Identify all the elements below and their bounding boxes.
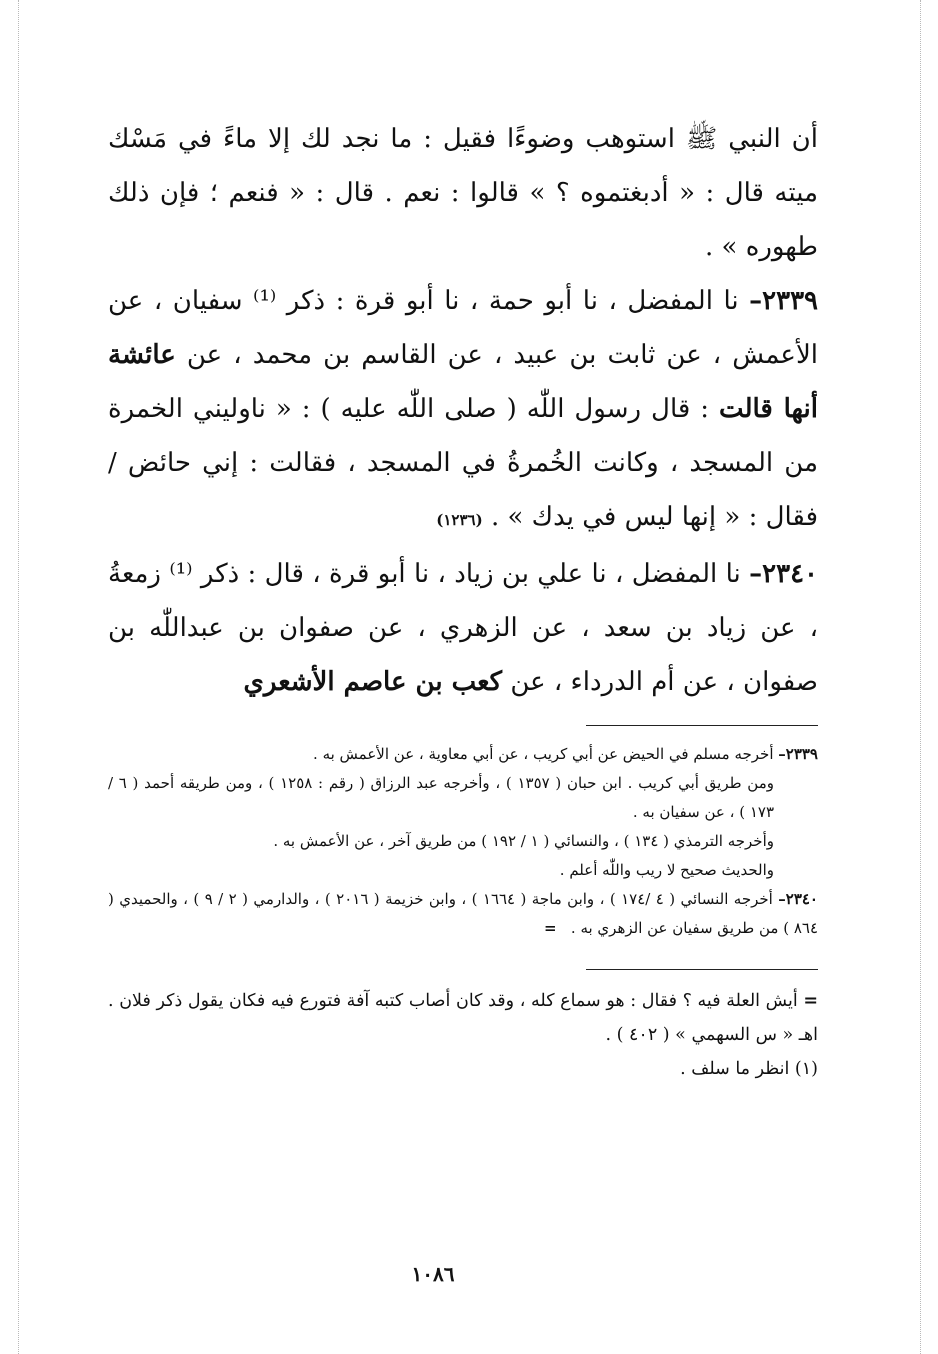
footnote-divider [586,725,818,726]
footnote-number: ٢٣٤٠– [778,890,818,908]
footnote-text: أخرجه مسلم في الحيض عن أبي كريب ، عن أبي معاوية ، عن الأعمش به . [313,745,779,763]
hadith-2340 [108,547,818,709]
continued-note [108,984,818,1052]
continuation-mark: = [544,919,557,937]
hadith-bold-text: كعب بن عاصم الأشعري [243,667,503,697]
hadith-text: نا المفضل ، نا علي بن زياد ، نا أبو قرة ، قال : ذكر ⁽¹⁾ زمعةُ ، عن زياد بن سعد ، عن الزهري ، عن صفوان بن عبداللّٰه بن صفوان ، عن أم الدرداء ، عن [108,559,818,697]
note-text: أيش العلة فيه ؟ فقال : هو سماع كله ، وقد كان أصاب كتبه آفة فتورع فيه فكان يقول ذكر فلان . اهـ « س السهمي » ( ٤٠٢ ) . [108,991,818,1045]
hadith-number: ٢٣٣٩– [749,286,818,316]
hadith-text-cont: : قال رسول اللّٰه ( صلى اللّٰه عليه ) : « ناوليني الخمرة من المسجد ، وكانت الخُمرةُ في المسجد ، فقالت : إني حائض / فقال : « إنها ليس في يدك » . [108,394,818,532]
secondary-notes [108,984,818,1086]
note-1: (١) انظر ما سلف . [680,1059,818,1079]
footnote-line: ومن طريق أبي كريب . ابن حبان ( ١٣٥٧ ) ، وأخرجه عبد الرزاق ( رقم : ١٢٥٨ ) ، ومن طريقه أحمد ( ٦ / ١٧٣ ) ، عن سفيان به . [108,774,774,821]
hadith-2339 [108,274,818,547]
footnote-2339 [108,740,818,769]
paragraph-1: أن النبي ﷺ استوهب وضوءًا فقيل : ما نجد لك إلا ماءً في مَسْك ميته قال : « أدبغتموه ؟ » قالوا : نعم . قال : « فنعم ؛ فإن ذلك طهوره » . [108,124,818,262]
footnote-line: والحديث صحيح لا ريب واللّٰه أعلم . [559,861,774,879]
footnote-2340 [108,885,818,943]
footnotes [108,740,818,943]
margin-note: (١٢٣٦) [436,511,483,529]
hadith-text: نا المفضل ، نا أبو حمة ، نا أبو قرة : ذكر ⁽¹⁾ سفيان ، عن الأعمش ، عن ثابت بن عبيد ، عن القاسم بن محمد ، عن [108,286,818,370]
hadith-bold-text: عائشة أنها قالت [108,340,818,424]
scan-edge-left [18,0,19,1354]
document-page [108,112,818,1086]
page-number: ١٠٨٦ [411,1262,455,1286]
main-text [108,112,818,709]
note-divider [586,969,818,970]
footnote-number: ٢٣٣٩– [778,745,818,763]
footnote-text: أخرجه النسائي ( ٤ /١٧٤ ) ، وابن ماجة ( ١٦٦٤ ) ، وابن خزيمة ( ٢٠١٦ ) ، والدارمي ( ٢ / ٩ ) ، والحميدي ( ٨٦٤ ) من طريق سفيان عن الزهري به . [108,890,818,937]
footnote-line: وأخرجه الترمذي ( ١٣٤ ) ، والنسائي ( ١ / ١٩٢ ) من طريق آخر ، عن الأعمش به . [273,832,774,850]
scan-edge-right [920,0,921,1354]
continuation-mark: = [803,991,818,1011]
hadith-number: ٢٣٤٠– [749,559,818,589]
